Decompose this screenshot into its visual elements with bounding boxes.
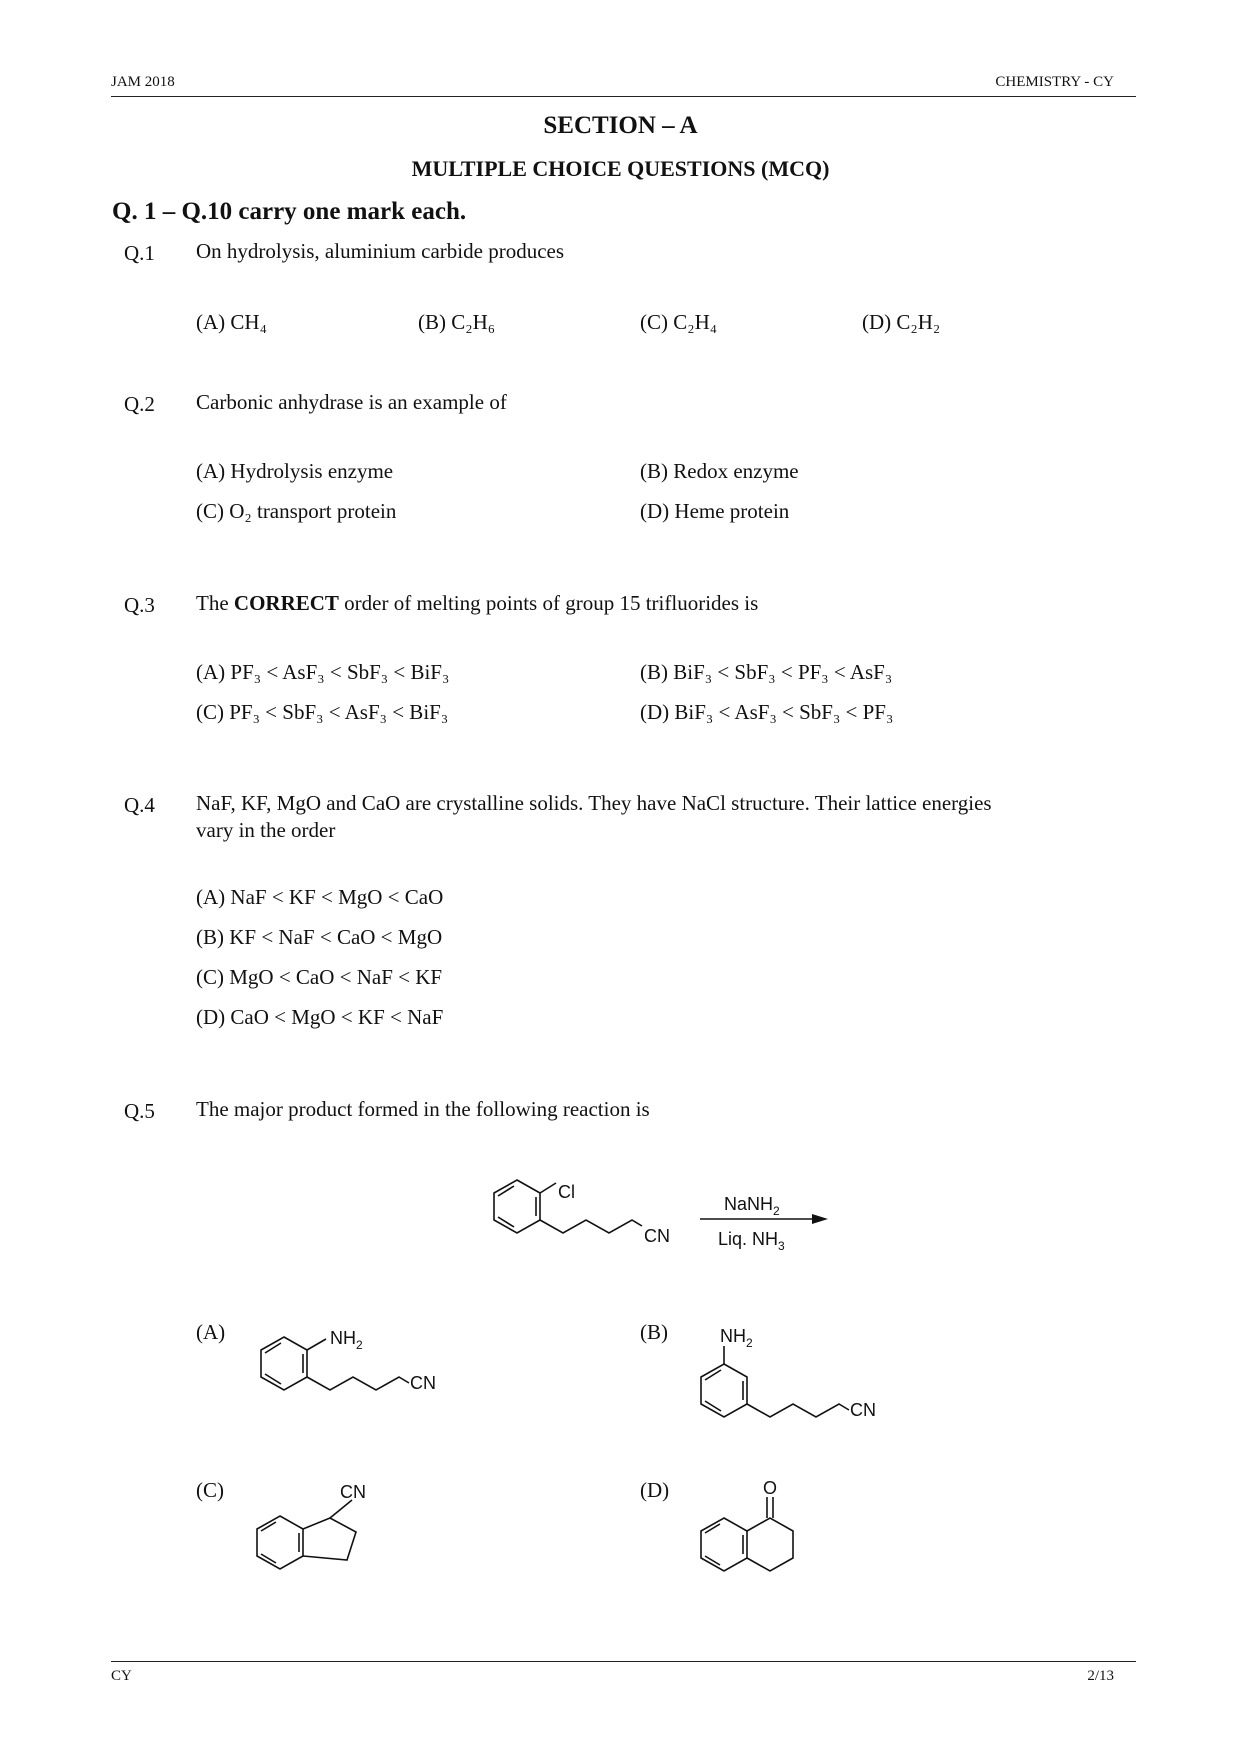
q5-option-a: (A) bbox=[196, 1320, 226, 1344]
q3-option-b: (B) BiF₃ < SbF₃ < PF₃ < AsF₃ bbox=[640, 660, 893, 684]
q3-option-d: (D) BiF₃ < AsF₃ < SbF₃ < PF₃ bbox=[640, 700, 894, 724]
q2-number: Q.2 bbox=[124, 392, 155, 416]
reagent-bottom-sub: 3 bbox=[778, 1239, 785, 1253]
q3-option-c: (C) PF₃ < SbF₃ < AsF₃ < BiF₃ bbox=[196, 700, 449, 724]
q4-option-b: (B) KF < NaF < CaO < MgO bbox=[196, 925, 443, 949]
section-title: SECTION – A bbox=[543, 112, 698, 139]
q2-text: Carbonic anhydrase is an example of bbox=[196, 390, 507, 414]
option-b-structure bbox=[701, 1346, 849, 1417]
reagent-top-main: NaNH bbox=[724, 1194, 774, 1214]
q1-option-a: (A) CH₄ bbox=[196, 310, 267, 334]
option-b-nh2: $NH_2$ bbox=[720, 1326, 753, 1350]
reagent-top-sub: 2 bbox=[773, 1204, 780, 1218]
section-subtitle: MULTIPLE CHOICE QUESTIONS (MCQ) bbox=[411, 156, 830, 181]
q4-option-d: (D) CaO < MgO < KF < NaF bbox=[196, 1005, 444, 1029]
reagent-top bbox=[724, 1194, 780, 1218]
q3-text-bold: CORRECT bbox=[233, 591, 339, 615]
header-left: JAM 2018 bbox=[111, 74, 175, 90]
q4-option-c: (C) MgO < CaO < NaF < KF bbox=[196, 965, 443, 989]
q5-text: The major product formed in the following reaction is bbox=[196, 1097, 650, 1121]
footer-rule bbox=[111, 1661, 1136, 1662]
reagent-bottom-main: Liq. NH bbox=[718, 1229, 779, 1249]
q5-option-d: (D) bbox=[640, 1478, 670, 1502]
cn-label: CN bbox=[644, 1226, 670, 1246]
q5-option-c: (C) bbox=[196, 1478, 224, 1502]
option-c-structure bbox=[257, 1500, 356, 1569]
q1-option-c: (C) C₂H₄ bbox=[640, 310, 718, 334]
cl-label: Cl bbox=[558, 1182, 575, 1202]
q5-number: Q.5 bbox=[124, 1099, 155, 1123]
q2-option-b: (B) Redox enzyme bbox=[640, 459, 799, 483]
q3-text-after: order of melting points of group 15 trifluorides is bbox=[338, 591, 759, 615]
q3-option-a: (A) PF₃ < AsF₃ < SbF₃ < BiF₃ bbox=[196, 660, 450, 684]
q1-option-d: (D) C₂H₂ bbox=[862, 310, 941, 334]
footer-left: CY bbox=[111, 1668, 132, 1684]
option-b-cn: CN bbox=[850, 1400, 876, 1420]
page-number: 2/13 bbox=[1087, 1668, 1114, 1684]
header-right: CHEMISTRY - CY bbox=[995, 74, 1114, 90]
q3-number: Q.3 bbox=[124, 593, 155, 617]
option-a-cn: CN bbox=[410, 1373, 436, 1393]
q2-option-a: (A) Hydrolysis enzyme bbox=[196, 459, 394, 483]
q2-option-c: (C) O₂ transport protein bbox=[196, 499, 397, 523]
q4-text-line1: NaF, KF, MgO and CaO are crystalline solids. They have NaCl structure. Their lattice energies bbox=[196, 791, 992, 815]
q4-option-a: (A) NaF < KF < MgO < CaO bbox=[196, 885, 444, 909]
reagent-bottom bbox=[718, 1229, 785, 1253]
option-d-o: O bbox=[763, 1478, 778, 1498]
q1-option-b: (B) C₂H₆ bbox=[418, 310, 496, 334]
option-c-cn: CN bbox=[340, 1482, 366, 1502]
q3-text-before: The bbox=[196, 591, 234, 615]
arrow-head-icon bbox=[812, 1214, 828, 1224]
marks-note: Q. 1 – Q.10 carry one mark each. bbox=[112, 198, 467, 225]
q5-option-b: (B) bbox=[640, 1320, 668, 1344]
q1-text: On hydrolysis, aluminium carbide produces bbox=[196, 239, 565, 263]
q2-option-d: (D) Heme protein bbox=[640, 499, 790, 523]
option-d-structure bbox=[701, 1497, 793, 1571]
q1-number: Q.1 bbox=[124, 241, 155, 265]
q4-text-line2: vary in the order bbox=[196, 818, 336, 842]
option-a-nh2: $NH_2$ bbox=[330, 1328, 363, 1352]
q4-number: Q.4 bbox=[124, 793, 155, 817]
